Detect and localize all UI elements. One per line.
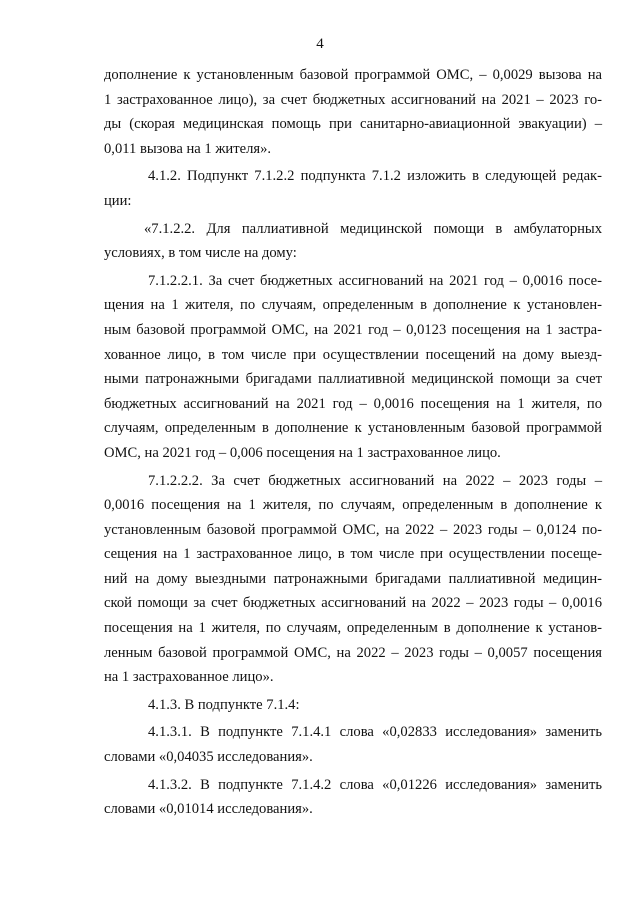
- text-line: 7.1.2.2.1. За счет бюджетных ассигнований на 2021 год – 0,0016 посе-: [148, 272, 602, 289]
- text-line: сещения на 1 застрахованное лицо, в том числе при осуществлении посеще-: [104, 546, 602, 563]
- text-line: словами «0,01014 исследования».: [104, 801, 313, 818]
- text-line: случаям, определенным в дополнение к установленным базовой программой: [104, 420, 602, 437]
- text-line: 4.1.3.2. В подпункте 7.1.4.2 слова «0,01226 исследования» заменить: [148, 776, 602, 793]
- text-line: 1 застрахованное лицо), за счет бюджетных ассигнований на 2021 – 2023 го-: [104, 91, 602, 108]
- text-line: посещения на 1 жителя, по случаям, определенным в дополнение к установ-: [104, 620, 602, 637]
- page-number: 4: [316, 36, 324, 52]
- text-line: ными патронажными бригадами паллиативной медицинской помощи за счет: [104, 371, 602, 388]
- paragraph-continuation: [104, 63, 602, 161]
- document-body: [104, 63, 602, 822]
- paragraph-4-1-3-2: [104, 773, 602, 822]
- paragraph-7-1-2-2-1: [104, 269, 602, 466]
- text-line: хованное лицо, в том числе при осуществлении посещений на дому выезд-: [104, 346, 602, 363]
- paragraph-4-1-2: [104, 164, 602, 213]
- text-line: бюджетных ассигнований на 2021 год – 0,0016 посещения на 1 жителя, по: [104, 395, 602, 412]
- text-line: 7.1.2.2.2. За счет бюджетных ассигнований на 2022 – 2023 годы –: [148, 472, 602, 489]
- text-line: ции:: [104, 192, 132, 209]
- paragraph-7-1-2-2: [104, 217, 602, 266]
- paragraph-4-1-3: [104, 693, 602, 718]
- text-line: ным базовой программой ОМС, на 2021 год – 0,0123 посещения на 1 застра-: [104, 321, 602, 338]
- text-line: 4.1.3. В подпункте 7.1.4:: [148, 696, 300, 713]
- text-line: ленным базовой программой ОМС, на 2022 – 2023 годы – 0,0057 посещения: [104, 644, 602, 661]
- text-line: 0,0016 посещения на 1 жителя, по случаям, определенным в дополнение к: [104, 497, 602, 514]
- text-line: на 1 застрахованное лицо».: [104, 669, 274, 686]
- text-line: словами «0,04035 исследования».: [104, 749, 313, 766]
- paragraph-4-1-3-1: [104, 720, 602, 769]
- text-line: 4.1.2. Подпункт 7.1.2.2 подпункта 7.1.2 изложить в следующей редак-: [148, 168, 602, 185]
- text-line: «7.1.2.2. Для паллиативной медицинской помощи в амбулаторных: [144, 220, 602, 237]
- text-line: 0,011 вызова на 1 жителя».: [104, 140, 272, 157]
- text-line: щения на 1 жителя, по случаям, определенным в дополнение к установлен-: [104, 297, 602, 314]
- text-line: условиях, в том числе на дому:: [104, 245, 297, 262]
- text-line: установленным базовой программой ОМС, на 2022 – 2023 годы – 0,0124 по-: [104, 521, 602, 538]
- text-line: 4.1.3.1. В подпункте 7.1.4.1 слова «0,02833 исследования» заменить: [148, 724, 602, 741]
- text-line: ОМС, на 2021 год – 0,006 посещения на 1 застрахованное лицо.: [104, 444, 501, 461]
- text-line: ды (скорая медицинская помощь при санитарно-авиационной эвакуации) –: [104, 116, 602, 133]
- text-line: дополнение к установленным базовой программой ОМС, – 0,0029 вызова на: [104, 67, 602, 83]
- paragraph-7-1-2-2-2: [104, 469, 602, 690]
- text-line: ской помощи за счет бюджетных ассигнований на 2022 – 2023 годы – 0,0016: [104, 595, 602, 612]
- text-line: ний на дому выездными патронажными бригадами паллиативной медицин-: [104, 570, 602, 587]
